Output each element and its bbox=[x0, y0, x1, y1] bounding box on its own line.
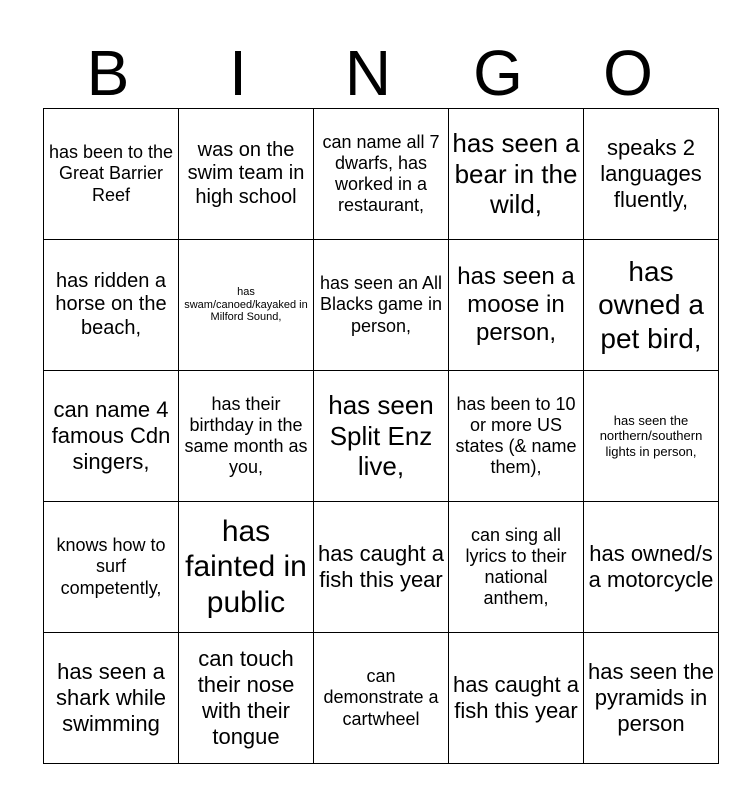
bingo-row bbox=[44, 240, 719, 371]
header-letter-n: N bbox=[344, 37, 392, 109]
bingo-cell: knows how to surf competently, bbox=[44, 502, 179, 633]
header-letter-i: I bbox=[229, 37, 247, 109]
header-letter-b: B bbox=[86, 37, 130, 109]
bingo-cell: has caught a fish this year bbox=[314, 502, 449, 633]
bingo-cell: has seen Split Enz live, bbox=[314, 371, 449, 502]
bingo-row bbox=[44, 633, 719, 764]
bingo-cell: speaks 2 languages fluently, bbox=[584, 109, 719, 240]
bingo-cell: has caught a fish this year bbox=[449, 633, 584, 764]
bingo-row bbox=[44, 502, 719, 633]
bingo-cell: can name 4 famous Cdn singers, bbox=[44, 371, 179, 502]
bingo-row bbox=[44, 371, 719, 502]
bingo-cell: can sing all lyrics to their national anthem, bbox=[449, 502, 584, 633]
bingo-cell: was on the swim team in high school bbox=[179, 109, 314, 240]
bingo-cell: has seen the pyramids in person bbox=[584, 633, 719, 764]
bingo-cell: has been to 10 or more US states (& name them), bbox=[449, 371, 584, 502]
bingo-cell: has seen a moose in person, bbox=[449, 240, 584, 371]
bingo-cell: has owned a pet bird, bbox=[584, 240, 719, 371]
bingo-cell: has swam/canoed/kayaked in Milford Sound, bbox=[179, 240, 314, 371]
header-letter-o: O bbox=[603, 37, 653, 109]
bingo-cell: has seen the northern/southern lights in person, bbox=[584, 371, 719, 502]
bingo-cell: has seen an All Blacks game in person, bbox=[314, 240, 449, 371]
bingo-cell: has owned/s a motorcycle bbox=[584, 502, 719, 633]
bingo-cell: has fainted in public bbox=[179, 502, 314, 633]
bingo-cell: can touch their nose with their tongue bbox=[179, 633, 314, 764]
bingo-cell: has their birthday in the same month as you, bbox=[179, 371, 314, 502]
bingo-cell: can demonstrate a cartwheel bbox=[314, 633, 449, 764]
bingo-header bbox=[43, 38, 693, 108]
bingo-row bbox=[44, 109, 719, 240]
bingo-cell: has ridden a horse on the beach, bbox=[44, 240, 179, 371]
bingo-cell: can name all 7 dwarfs, has worked in a restaurant, bbox=[314, 109, 449, 240]
bingo-card-grid bbox=[43, 108, 719, 764]
header-letter-g: G bbox=[473, 37, 523, 109]
bingo-cell: has seen a bear in the wild, bbox=[449, 109, 584, 240]
bingo-cell: has seen a shark while swimming bbox=[44, 633, 179, 764]
bingo-cell: has been to the Great Barrier Reef bbox=[44, 109, 179, 240]
